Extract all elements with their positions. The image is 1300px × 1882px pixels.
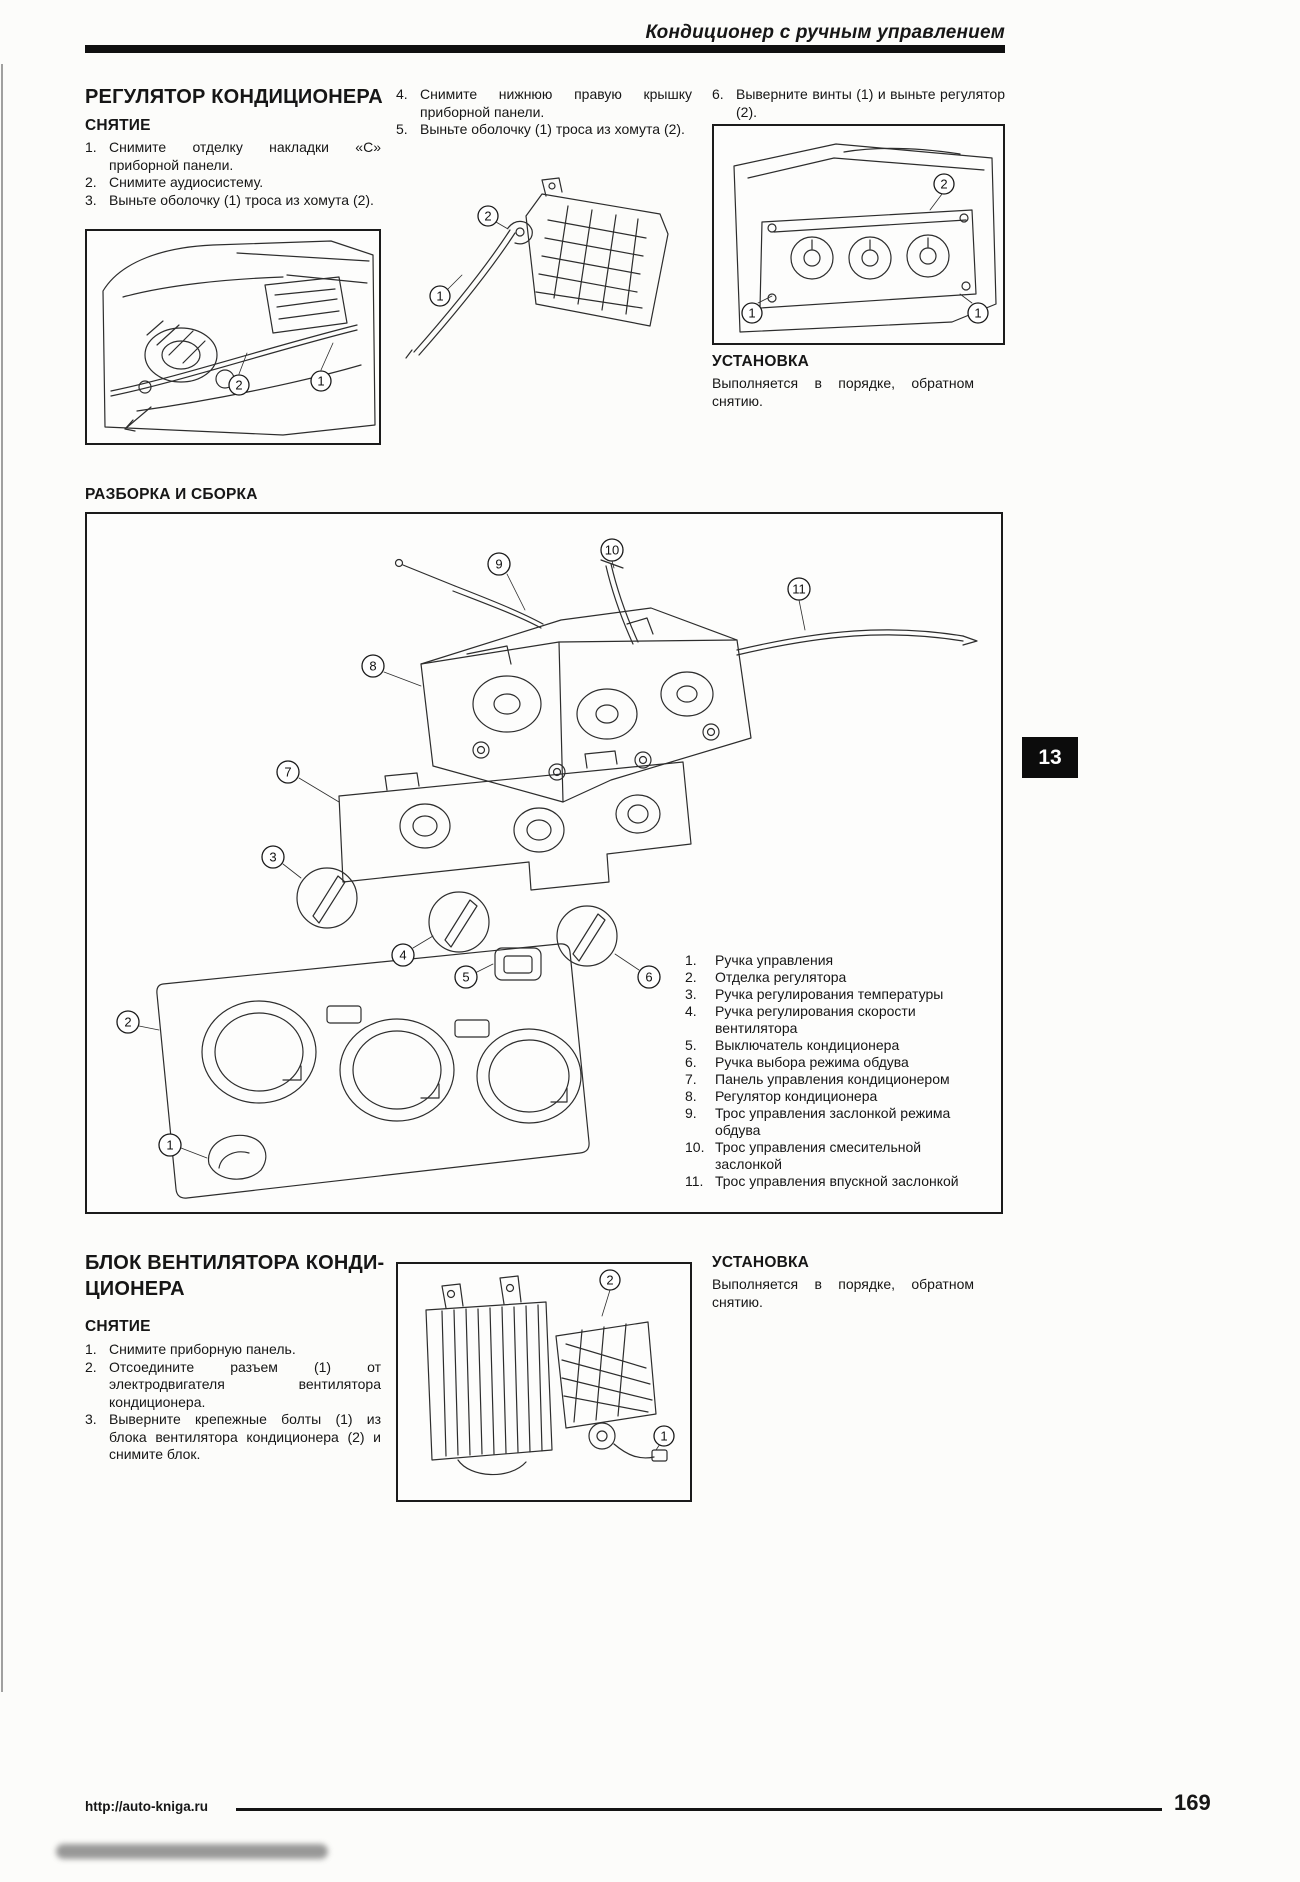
callout-7 bbox=[277, 761, 299, 783]
scan-artifact-left-edge bbox=[1, 64, 3, 1692]
callout-1 bbox=[159, 1134, 181, 1156]
legend-number: 8. bbox=[685, 1088, 697, 1104]
callout-label: 1 bbox=[660, 1428, 668, 1444]
legend-text: Отделка регулятора bbox=[715, 969, 847, 985]
legend-number: 7. bbox=[685, 1071, 697, 1087]
leader-lines bbox=[758, 194, 972, 303]
callout-6 bbox=[638, 966, 660, 988]
legend-item bbox=[685, 1037, 977, 1054]
callout-label: 8 bbox=[369, 658, 377, 674]
heading-removal-regulator: СНЯТИЕ bbox=[85, 117, 151, 134]
step-text: Снимите приборную панель. bbox=[109, 1341, 296, 1357]
line-art bbox=[426, 1276, 667, 1475]
legend-item bbox=[685, 1173, 977, 1190]
step-text: Выньте оболочку (1) троса из хомута (2). bbox=[109, 191, 374, 208]
step-text: Снимите отделку накладки «С» приборной панели. bbox=[109, 139, 381, 173]
step-number: 2. bbox=[85, 174, 97, 190]
callout-label: 4 bbox=[399, 947, 407, 963]
step-item bbox=[85, 174, 381, 192]
step-text: Снимите нижнюю правую крышку приборной панели. bbox=[420, 86, 692, 120]
callout-1 bbox=[430, 286, 450, 306]
legend-text: Ручка регулирования температуры bbox=[715, 986, 944, 1002]
legend-number: 1. bbox=[685, 952, 697, 968]
legend-number: 10. bbox=[685, 1139, 705, 1155]
callout-3 bbox=[262, 846, 284, 868]
step-number: 1. bbox=[85, 139, 97, 155]
figure-dashboard-cable bbox=[85, 229, 381, 445]
callout-label: 1 bbox=[974, 305, 982, 321]
legend-number: 5. bbox=[685, 1037, 697, 1053]
callout-1 bbox=[654, 1426, 674, 1446]
callout-10 bbox=[601, 539, 623, 561]
step-text: Отсоедините разъем (1) от электродвигателя вентилятора кондиционера. bbox=[109, 1358, 381, 1410]
figure-cable-clamp bbox=[396, 158, 692, 378]
legend-text: Трос управления заслонкой режима обдува bbox=[715, 1105, 951, 1138]
legend-item bbox=[685, 1139, 977, 1173]
legend-text: Регулятор кондиционера bbox=[715, 1088, 878, 1104]
callout-label: 3 bbox=[269, 849, 277, 865]
regulator-removal-diagram bbox=[714, 126, 1003, 343]
install-text-blower: Выполняется в порядке, обратном снятию. bbox=[712, 1276, 974, 1310]
legend-text: Трос управления впускной заслонкой bbox=[715, 1173, 959, 1189]
callout-8 bbox=[362, 655, 384, 677]
legend-text: Ручка выбора режима обдува bbox=[715, 1054, 909, 1070]
step-item bbox=[396, 121, 692, 139]
legend-item bbox=[685, 1054, 977, 1071]
step-text: Выверните крепежные болты (1) из блока вентилятора кондиционера (2) и снимите блок. bbox=[109, 1411, 381, 1462]
line-art bbox=[103, 241, 375, 435]
callout-label: 2 bbox=[484, 208, 492, 224]
section-title-blower-line1: БЛОК ВЕНТИЛЯТОРА КОНДИ- bbox=[85, 1252, 385, 1274]
blower-unit-diagram bbox=[398, 1264, 690, 1500]
callout-2 bbox=[117, 1011, 139, 1033]
legend-text: Трос управления смесительной заслонкой bbox=[715, 1139, 922, 1172]
step-number: 6. bbox=[712, 86, 724, 102]
header-rule bbox=[85, 45, 1005, 53]
callout-2 bbox=[600, 1270, 620, 1290]
callout-5 bbox=[455, 966, 477, 988]
legend-item bbox=[685, 952, 977, 969]
callout-9 bbox=[488, 553, 510, 575]
legend-item bbox=[685, 1088, 977, 1105]
section-title-blower-line2: ЦИОНЕРА bbox=[85, 1278, 185, 1300]
callout-1-left bbox=[742, 303, 762, 323]
callout-1-right bbox=[968, 303, 988, 323]
legend-item bbox=[685, 1105, 977, 1139]
step-number: 3. bbox=[85, 1411, 97, 1427]
callout-label: 1 bbox=[436, 288, 444, 304]
parts-legend bbox=[685, 952, 977, 1190]
step-item bbox=[85, 192, 381, 210]
legend-text: Панель управления кондиционером bbox=[715, 1071, 950, 1087]
legend-number: 9. bbox=[685, 1105, 697, 1121]
callout-label: 7 bbox=[284, 764, 292, 780]
section-title-regulator: РЕГУЛЯТОР КОНДИЦИОНЕРА bbox=[85, 86, 383, 108]
chapter-tab: 13 bbox=[1022, 737, 1078, 778]
scan-artifact-smudge bbox=[56, 1844, 328, 1859]
step-number: 4. bbox=[396, 86, 408, 102]
callout-2 bbox=[934, 174, 954, 194]
figure-regulator-removal bbox=[712, 124, 1005, 345]
heading-install-regulator: УСТАНОВКА bbox=[712, 353, 810, 370]
removal-steps-col3 bbox=[712, 86, 1005, 121]
callout-label: 1 bbox=[748, 305, 756, 321]
legend-item bbox=[685, 1003, 977, 1037]
step-number: 5. bbox=[396, 121, 408, 137]
heading-removal-blower: СНЯТИЕ bbox=[85, 1318, 151, 1335]
step-item bbox=[85, 1411, 381, 1464]
legend-number: 4. bbox=[685, 1003, 697, 1019]
callout-label: 2 bbox=[235, 377, 243, 393]
step-item bbox=[712, 86, 1005, 121]
running-header-title: Кондиционер с ручным управлением bbox=[645, 22, 1005, 43]
figure-blower-unit bbox=[396, 1262, 692, 1502]
step-item bbox=[85, 139, 381, 174]
callout-1 bbox=[311, 371, 331, 391]
legend-text: Выключатель кондиционера bbox=[715, 1037, 900, 1053]
callout-label: 6 bbox=[645, 969, 653, 985]
legend-text: Ручка регулирования скорости вентилятора bbox=[715, 1003, 916, 1036]
line-art bbox=[734, 144, 996, 332]
callout-label: 11 bbox=[792, 581, 806, 597]
step-item bbox=[396, 86, 692, 121]
callout-label: 9 bbox=[495, 556, 503, 572]
step-text: Выверните винты (1) и выньте регулятор (2). bbox=[736, 86, 1005, 120]
callout-label: 1 bbox=[317, 373, 325, 389]
callout-label: 1 bbox=[166, 1137, 174, 1153]
callout-2 bbox=[478, 206, 498, 226]
footer-url: http://auto-kniga.ru bbox=[85, 1799, 208, 1814]
legend-item bbox=[685, 986, 977, 1003]
line-art bbox=[406, 178, 668, 358]
page-number: 169 bbox=[1174, 1790, 1211, 1815]
step-item bbox=[85, 1341, 381, 1359]
callout-label: 2 bbox=[940, 176, 948, 192]
legend-number: 6. bbox=[685, 1054, 697, 1070]
dashboard-cable-diagram bbox=[87, 231, 379, 443]
step-item bbox=[85, 1359, 381, 1412]
install-text-regulator: Выполняется в порядке, обратном снятию. bbox=[712, 375, 974, 409]
callout-label: 10 bbox=[604, 542, 620, 558]
footer-rule bbox=[236, 1808, 1162, 1811]
step-number: 1. bbox=[85, 1341, 97, 1357]
removal-steps-col2 bbox=[396, 86, 692, 139]
legend-number: 2. bbox=[685, 969, 697, 985]
callout-11 bbox=[788, 578, 810, 600]
heading-disassembly: РАЗБОРКА И СБОРКА bbox=[85, 486, 258, 503]
heading-install-blower: УСТАНОВКА bbox=[712, 1254, 810, 1271]
callout-label: 2 bbox=[124, 1014, 132, 1030]
legend-item bbox=[685, 1071, 977, 1088]
removal-steps-blower bbox=[85, 1341, 381, 1464]
legend-number: 11. bbox=[685, 1173, 704, 1189]
step-number: 3. bbox=[85, 191, 97, 208]
figure-exploded-view bbox=[85, 512, 1003, 1214]
callout-2 bbox=[229, 375, 249, 395]
legend-text: Ручка управления bbox=[715, 952, 834, 968]
cable-clamp-diagram bbox=[396, 158, 692, 378]
step-text: Выньте оболочку (1) троса из хомута (2). bbox=[420, 121, 685, 137]
callout-label: 2 bbox=[606, 1272, 614, 1288]
step-text: Снимите аудиосистему. bbox=[109, 174, 264, 190]
step-number: 2. bbox=[85, 1358, 97, 1375]
legend-item bbox=[685, 969, 977, 986]
legend-number: 3. bbox=[685, 986, 697, 1002]
removal-steps-col1 bbox=[85, 139, 381, 209]
callout-4 bbox=[392, 944, 414, 966]
callout-label: 5 bbox=[462, 969, 470, 985]
